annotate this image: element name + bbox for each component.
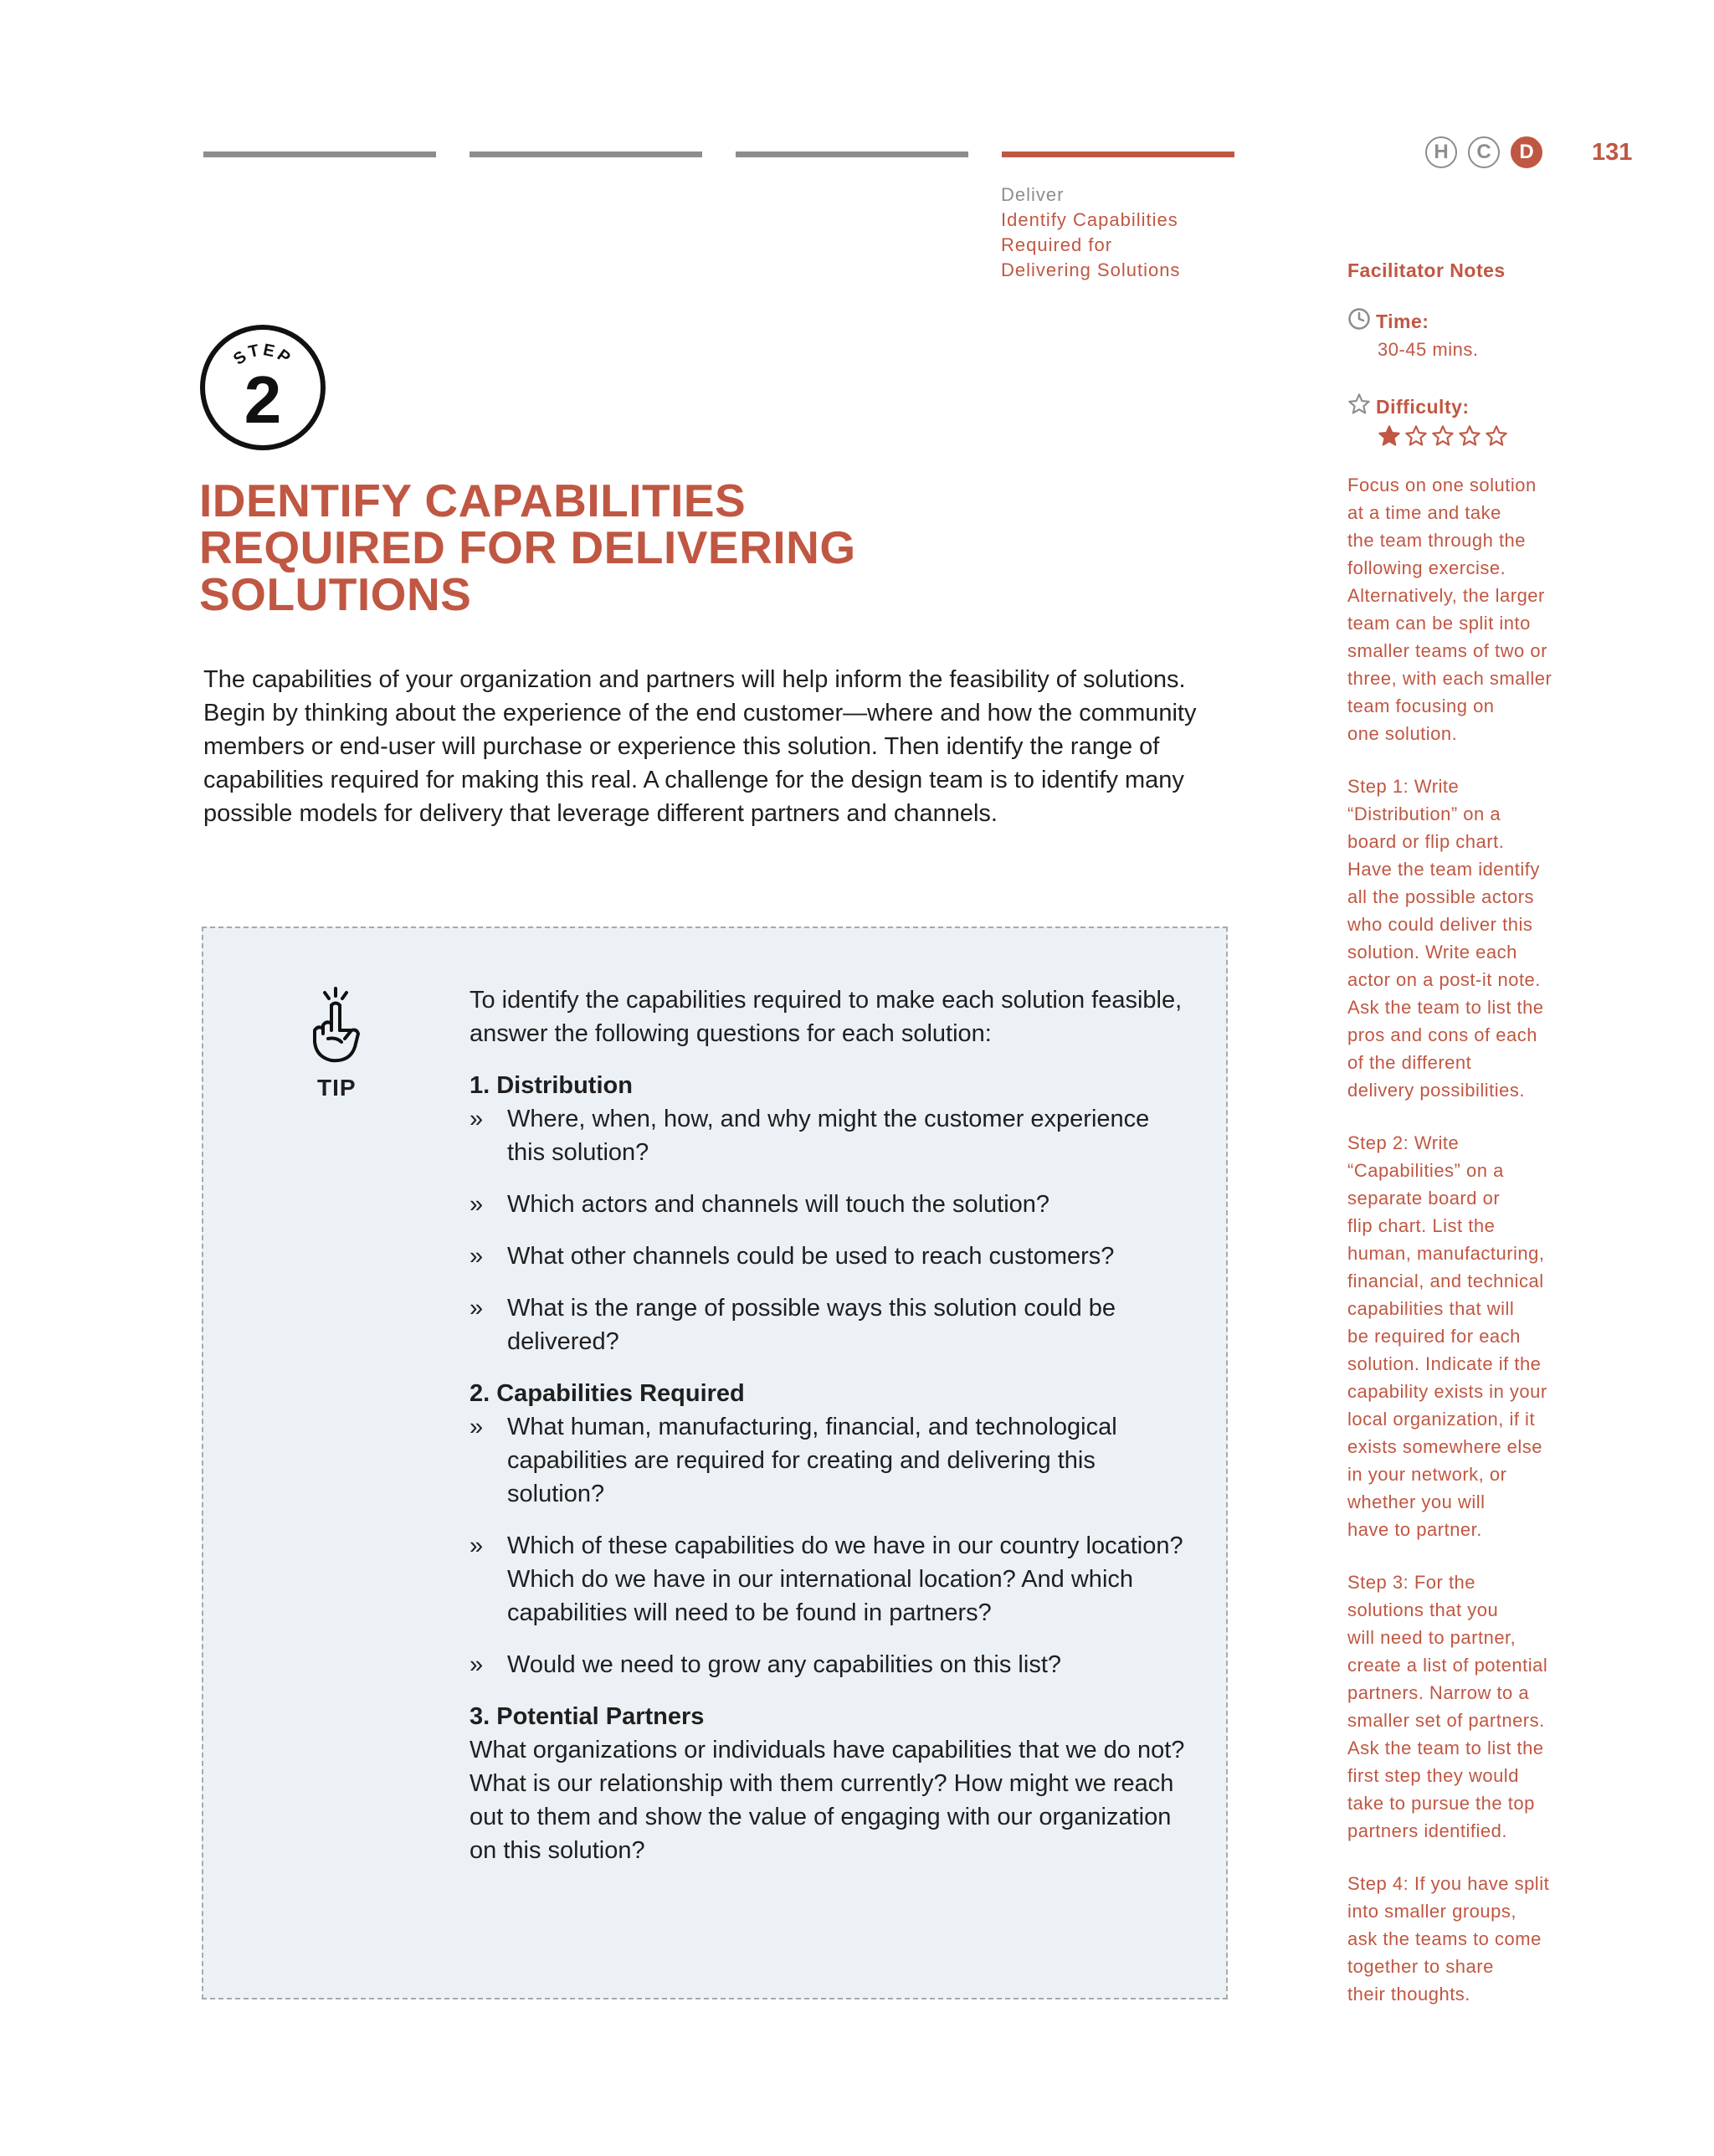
notes-body — [1347, 471, 1590, 2008]
hcd-badge-h: H — [1425, 136, 1457, 168]
progress-bar-3 — [736, 151, 968, 157]
progress-bar-1 — [203, 151, 436, 157]
bullet-chevron: » — [470, 1532, 484, 1559]
step-word: STEP — [229, 341, 296, 369]
progress-bar-4-active — [1002, 151, 1234, 157]
bullet-chevron: » — [470, 1191, 484, 1218]
note-paragraph: Step 2: Write “Capabilities” on a separate board or flip chart. List the human, manufacturing, financial, and technical capabilities that will be required for each solution. Indicate if the capability exists in your local organization, if it exists somewhere else in your network, or whether you will have to partner. — [1347, 1132, 1547, 1540]
clock-icon — [1347, 307, 1371, 336]
hcd-badge-c: C — [1468, 136, 1500, 168]
intro-paragraph: The capabilities of your organization and partners will help inform the feasibility of solutions. Begin by thinking about the experience of the end customer—where and how the community members or end-user will purchase or experience this solution. Then identify the range of capabilities required for making this real. A challenge for the design team is to identify many possible models for delivery that leverage different partners and channels. — [203, 666, 1197, 827]
star-filled-icon — [1378, 424, 1401, 448]
pointing-hand-icon — [306, 987, 365, 1075]
section-distribution — [470, 1069, 1189, 1358]
list-item: » What human, manufacturing, financial, and technological capabilities are required for creating and delivering this solution? — [470, 1410, 1189, 1511]
note-paragraph: Step 4: If you have split into smaller groups, ask the teams to come together to share their thoughts. — [1347, 1873, 1550, 2005]
difficulty-row — [1347, 393, 1590, 421]
star-empty-icon — [1458, 424, 1481, 448]
tip-label: TIP — [317, 1075, 357, 1101]
question-list — [470, 1410, 1189, 1681]
page-title: IDENTIFY CAPABILITIES REQUIRED FOR DELIVERING SOLUTIONS — [199, 475, 856, 620]
list-item: » Would we need to grow any capabilities on this list? — [470, 1648, 1189, 1681]
star-icon — [1347, 393, 1371, 421]
progress-bar-2 — [470, 151, 702, 157]
difficulty-label: Difficulty: — [1376, 395, 1470, 418]
question-list — [470, 1102, 1189, 1358]
section-heading: 3. Potential Partners — [470, 1703, 705, 1730]
time-row — [1347, 307, 1590, 336]
time-value: 30-45 mins. — [1378, 339, 1479, 360]
page-number: 131 — [1592, 139, 1633, 166]
notes-heading: Facilitator Notes — [1347, 259, 1506, 281]
breadcrumb — [1001, 182, 1180, 283]
list-item: » What other channels could be used to reach customers? — [470, 1240, 1189, 1273]
list-item: » What is the range of possible ways this solution could be delivered? — [470, 1291, 1189, 1358]
star-empty-icon — [1485, 424, 1508, 448]
note-paragraph: Step 3: For the solutions that you will need to partner, create a list of potential partners. Narrow to a smaller set of partners. Ask the team to list the first step they would take to pursue the top partners identified. — [1347, 1572, 1548, 1841]
hcd-badges — [1425, 136, 1542, 168]
step-badge — [200, 325, 326, 450]
tip-intro: To identify the capabilities required to make each solution feasible, answer the following questions for each solution: — [470, 987, 1183, 1047]
difficulty-rating — [1347, 424, 1590, 448]
section-partners — [470, 1700, 1189, 1867]
section-text: What organizations or individuals have capabilities that we do not? What is our relationship with them currently? How might we reach out to them and show the value of engaging with our organization on this solution? — [470, 1737, 1185, 1864]
list-item: » Which of these capabilities do we have in our country location? Which do we have in our international location? And which capabilities will need to be found in partners? — [470, 1529, 1189, 1630]
step-number: 2 — [244, 362, 282, 437]
breadcrumb-phase: Deliver — [1001, 184, 1065, 205]
section-capabilities — [470, 1377, 1189, 1681]
bullet-chevron: » — [470, 1295, 484, 1322]
facilitator-notes — [1347, 259, 1590, 2033]
list-item: » Where, when, how, and why might the customer experience this solution? — [470, 1102, 1189, 1169]
bullet-chevron: » — [470, 1243, 484, 1270]
star-empty-icon — [1404, 424, 1428, 448]
bullet-chevron: » — [470, 1414, 484, 1440]
bullet-chevron: » — [470, 1106, 484, 1132]
bullet-chevron: » — [470, 1651, 484, 1678]
hcd-badge-d: D — [1511, 136, 1542, 168]
section-heading: 1. Distribution — [470, 1072, 633, 1099]
note-paragraph: Step 1: Write “Distribution” on a board or flip chart. Have the team identify all the possible actors who could deliver this solution. Write each actor on a post-it note. Ask the team to list the pros and cons of each of the different delivery possibilities. — [1347, 776, 1544, 1101]
note-paragraph: Focus on one solution at a time and take the team through the following exercise. Alternatively, the larger team can be split into smaller teams of two or three, with each smaller team focusing on one solution. — [1347, 475, 1552, 744]
breadcrumb-subtitle: Identify Capabilities Required for Delivering Solutions — [1001, 209, 1181, 280]
star-empty-icon — [1431, 424, 1455, 448]
time-label: Time: — [1376, 310, 1429, 332]
list-item: » Which actors and channels will touch the solution? — [470, 1188, 1189, 1221]
tip-content — [470, 983, 1189, 1867]
section-heading: 2. Capabilities Required — [470, 1380, 745, 1407]
tip-box — [202, 927, 1228, 1999]
